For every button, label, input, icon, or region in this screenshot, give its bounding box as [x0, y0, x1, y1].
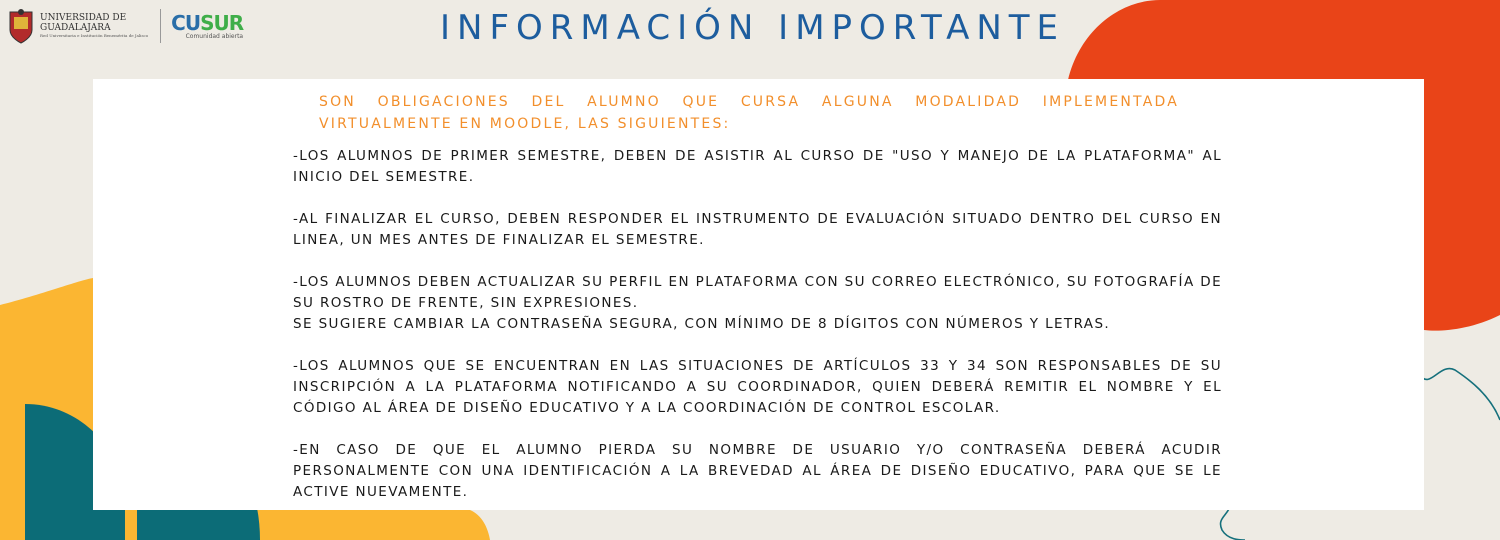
rules-list: [293, 146, 1222, 524]
rule-text: -LOS ALUMNOS DE PRIMER SEMESTRE, DEBEN DE ASISTIR AL CURSO DE "USO Y MANEJO DE LA PLATAFORMA" AL INICIO DEL SEMESTRE.: [293, 148, 1222, 185]
udg-line1: UNIVERSIDAD DE: [40, 13, 127, 23]
rule-item-3: [293, 272, 1222, 335]
rule-text: -LOS ALUMNOS QUE SE ENCUENTRAN EN LAS SITUACIONES DE ARTÍCULOS 33 Y 34 SON RESPONSABLES DE SU INSCRIPCIÓN A LA PLATAFORMA NOTIFICANDO A SU COORDINADOR, QUIEN DEBERÁ REMITIR EL NOMBRE Y EL CÓDIGO AL ÁREA DE DISEÑO EDUCATIVO Y A LA COORDINACIÓN DE CONTROL ESCOLAR.: [293, 358, 1222, 416]
rule-item-4: [293, 356, 1222, 419]
udg-tagline: Red Universitaria e Institución Benemérita de Jalisco: [40, 33, 149, 38]
rule-text-note: SE SUGIERE CAMBIAR LA CONTRASEÑA SEGURA, CON MÍNIMO DE 8 DÍGITOS CON NÚMEROS Y LETRAS.: [293, 316, 1111, 332]
intro-heading: SON OBLIGACIONES DEL ALUMNO QUE CURSA ALGUNA MODALIDAD IMPLEMENTADA VIRTUALMENTE EN MOODLE, LAS SIGUIENTES:: [319, 94, 1179, 132]
cusur-logo-word: CUSUR: [171, 10, 244, 35]
rule-item-1: [293, 146, 1222, 188]
page-title: INFORMACIÓN IMPORTANTE: [440, 8, 1066, 48]
rule-item-5: [293, 440, 1222, 503]
header-logos: [8, 6, 243, 46]
logo-divider: [160, 9, 161, 43]
rule-text: -LOS ALUMNOS DEBEN ACTUALIZAR SU PERFIL EN PLATAFORMA CON SU CORREO ELECTRÓNICO, SU FOTOGRAFÍA DE SU ROSTRO DE FRENTE, SIN EXPRESIONES.: [293, 274, 1222, 311]
udg-line2: GUADALAJARA: [40, 23, 111, 33]
rule-item-2: [293, 209, 1222, 251]
udg-crest-icon: [8, 8, 34, 44]
udg-logo-text: [40, 13, 148, 39]
cusur-logo: [171, 10, 244, 40]
cusur-logo-sub: Comunidad abierta: [185, 32, 244, 40]
rule-text: -AL FINALIZAR EL CURSO, DEBEN RESPONDER EL INSTRUMENTO DE EVALUACIÓN SITUADO DENTRO DEL CURSO EN LINEA, UN MES ANTES DE FINALIZAR EL SEMESTRE.: [293, 211, 1222, 248]
rule-text: -EN CASO DE QUE EL ALUMNO PIERDA SU NOMBRE DE USUARIO Y/O CONTRASEÑA DEBERÁ ACUDIR PERSONALMENTE CON UNA IDENTIFICACIÓN A LA BREVEDAD AL ÁREA DE DISEÑO EDUCATIVO, PARA QUE SE LE ACTIVE NUEVAMENTE.: [293, 442, 1222, 500]
